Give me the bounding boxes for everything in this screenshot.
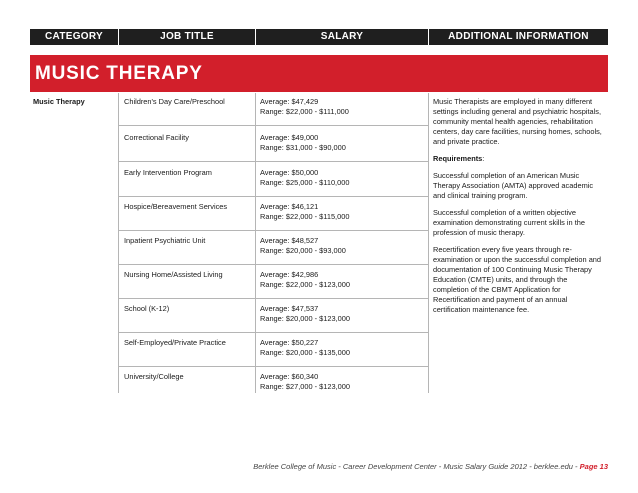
salary-average: Average: $50,227: [260, 338, 319, 347]
salary-range: Range: $31,000 - $90,000: [260, 143, 346, 152]
row-separator: [119, 366, 428, 367]
salary-average: Average: $47,537: [260, 304, 319, 313]
row-separator: [119, 196, 428, 197]
row-separator: [119, 264, 428, 265]
info-intro: Music Therapists are employed in many different settings including general and psychiatric hospitals, community mental health agencies, rehabilitation centers, day care facilities, nursing homes, schools, and private practice.: [433, 97, 602, 146]
salary-range: Range: $20,000 - $123,000: [260, 314, 350, 323]
salary-average: Average: $60,340: [260, 372, 319, 381]
header-salary: SALARY: [320, 31, 364, 42]
job-title-cell: Self-Employed/Private Practice: [124, 338, 226, 347]
job-title-cell: Nursing Home/Assisted Living: [124, 270, 223, 279]
column-divider: [428, 93, 429, 393]
job-title-cell: University/College: [124, 372, 184, 381]
header-category: CATEGORY: [45, 31, 103, 42]
salary-range: Range: $27,000 - $123,000: [260, 382, 350, 391]
requirement-item: Successful completion of an American Music Therapy Association (AMTA) approved academic and clinical training program.: [433, 171, 594, 200]
job-title-cell: Children's Day Care/Preschool: [124, 97, 225, 106]
requirements-label: Requirements: [433, 154, 483, 163]
salary-range: Range: $20,000 - $135,000: [260, 348, 350, 357]
salary-range: Range: $22,000 - $123,000: [260, 280, 350, 289]
salary-average: Average: $47,429: [260, 97, 319, 106]
salary-range: Range: $22,000 - $115,000: [260, 212, 350, 221]
job-title-cell: Early Intervention Program: [124, 168, 212, 177]
row-separator: [119, 125, 428, 126]
job-title-cell: Inpatient Psychiatric Unit: [124, 236, 206, 245]
salary-average: Average: $42,986: [260, 270, 319, 279]
salary-average: Average: $46,121: [260, 202, 319, 211]
salary-average: Average: $48,527: [260, 236, 319, 245]
requirement-item: Successful completion of a written objective examination demonstrating current skills in the profession of music therapy.: [433, 208, 585, 237]
job-title-cell: Hospice/Bereavement Services: [124, 202, 228, 211]
salary-average: Average: $50,000: [260, 168, 319, 177]
row-separator: [119, 161, 428, 162]
footer-text: Berklee College of Music - Career Development Center - Music Salary Guide 2012 - berklee.edu -: [253, 462, 580, 471]
page-footer: [253, 462, 608, 471]
row-separator: [119, 230, 428, 231]
row-separator: [119, 298, 428, 299]
page-number: Page 13: [579, 462, 608, 471]
header-additional-info: ADDITIONAL INFORMATION: [448, 31, 589, 42]
additional-info: [433, 97, 605, 322]
section-banner: [30, 55, 608, 92]
salary-range: Range: $20,000 - $93,000: [260, 246, 346, 255]
category-label: Music Therapy: [33, 97, 85, 106]
job-title-cell: Correctional Facility: [124, 133, 189, 142]
requirements-heading: [433, 154, 605, 164]
requirements-colon: :: [482, 154, 485, 163]
header-job-title: JOB TITLE: [160, 31, 214, 42]
column-divider: [255, 93, 256, 393]
section-title: MUSIC THERAPY: [35, 63, 203, 84]
salary-range: Range: $25,000 - $110,000: [260, 178, 350, 187]
column-header-bar: [30, 29, 608, 45]
column-divider: [118, 93, 119, 393]
salary-average: Average: $49,000: [260, 133, 319, 142]
salary-range: Range: $22,000 - $111,000: [260, 107, 349, 116]
requirement-item: Recertification every five years through re-examination or upon the successful completion and documentation of 100 Continuing Music Therapy Education (CMTE) units, and through the completion of the CBMT Application for Recertification and payment of an annual certification maintenance fee.: [433, 245, 602, 314]
row-separator: [119, 332, 428, 333]
job-title-cell: School (K-12): [124, 304, 170, 313]
